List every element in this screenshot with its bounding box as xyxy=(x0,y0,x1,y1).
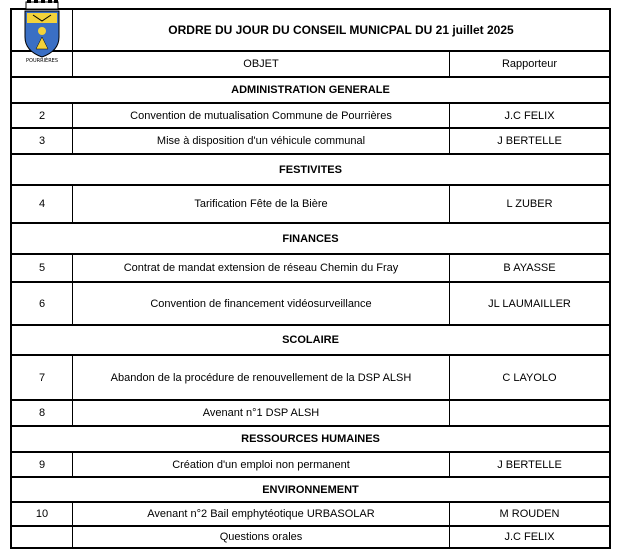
item-rapporteur: J.C FELIX xyxy=(504,109,555,122)
item-rapporteur: J BERTELLE xyxy=(497,135,562,147)
item-rapporteur: J BERTELLE xyxy=(497,458,562,471)
item-rapporteur: J.C FELIX xyxy=(504,531,555,543)
logo-cell xyxy=(12,10,73,63)
item-rapporteur: M ROUDEN xyxy=(499,508,560,520)
item-number: 2 xyxy=(12,104,73,127)
item-number: 4 xyxy=(12,186,73,222)
item-number: 9 xyxy=(12,453,73,476)
item-number: 10 xyxy=(12,503,73,525)
table-row xyxy=(10,527,611,549)
section-title: RESSOURCES HUMAINES xyxy=(241,433,380,445)
table-row xyxy=(10,453,611,478)
table-row xyxy=(10,129,611,155)
column-header-objet: OBJET xyxy=(73,52,450,76)
section-title: FINANCES xyxy=(282,232,339,245)
column-header-rapporteur: Rapporteur xyxy=(501,58,558,70)
column-header-row xyxy=(10,52,611,78)
section-row xyxy=(10,78,611,104)
item-rapporteur: JL LAUMAILLER xyxy=(488,297,571,310)
column-header-num xyxy=(12,50,73,76)
table-row xyxy=(10,356,611,401)
logo-caption: POURRIÈRES xyxy=(26,58,58,63)
section-title: SCOLAIRE xyxy=(282,334,339,346)
section-title: FESTIVITES xyxy=(279,163,342,176)
item-number: 3 xyxy=(12,129,73,153)
item-rapporteur: B AYASSE xyxy=(503,262,556,274)
item-rapporteur: C LAYOLO xyxy=(502,371,557,384)
item-number: 8 xyxy=(12,401,73,425)
section-row xyxy=(10,427,611,453)
section-title: ADMINISTRATION GENERALE xyxy=(231,84,390,96)
item-objet: Avenant n°1 DSP ALSH xyxy=(73,401,450,425)
item-objet: Convention de mutualisation Commune de Pourrières xyxy=(73,104,450,127)
item-number: 5 xyxy=(12,255,73,281)
item-rapporteur xyxy=(450,401,609,425)
item-objet: Tarification Fête de la Bière xyxy=(73,186,450,222)
item-objet: Convention de financement vidéosurveillance xyxy=(73,283,450,324)
section-row xyxy=(10,326,611,356)
table-row xyxy=(10,255,611,283)
item-objet: Avenant n°2 Bail emphytéotique URBASOLAR xyxy=(73,503,450,525)
item-rapporteur: L ZUBER xyxy=(506,198,553,210)
item-objet: Mise à disposition d'un véhicule communal xyxy=(73,129,450,153)
table-row xyxy=(10,503,611,527)
item-objet: Abandon de la procédure de renouvellement de la DSP ALSH xyxy=(73,356,450,399)
section-title: ENVIRONNEMENT xyxy=(262,483,359,496)
agenda-title: ORDRE DU JOUR DU CONSEIL MUNICPAL DU 21 juillet 2025 xyxy=(168,23,514,37)
table-row xyxy=(10,401,611,427)
item-number: 6 xyxy=(12,283,73,324)
table-row xyxy=(10,104,611,129)
item-number: 7 xyxy=(12,356,73,399)
item-objet: Contrat de mandat extension de réseau Chemin du Fray xyxy=(73,255,450,281)
section-row xyxy=(10,224,611,255)
table-row xyxy=(10,186,611,224)
title-row xyxy=(10,8,611,63)
table-row xyxy=(10,283,611,326)
item-number xyxy=(12,527,73,547)
section-row xyxy=(10,155,611,186)
section-row xyxy=(10,478,611,503)
item-objet: Création d'un emploi non permanent xyxy=(73,453,450,476)
item-objet: Questions orales xyxy=(73,527,450,547)
